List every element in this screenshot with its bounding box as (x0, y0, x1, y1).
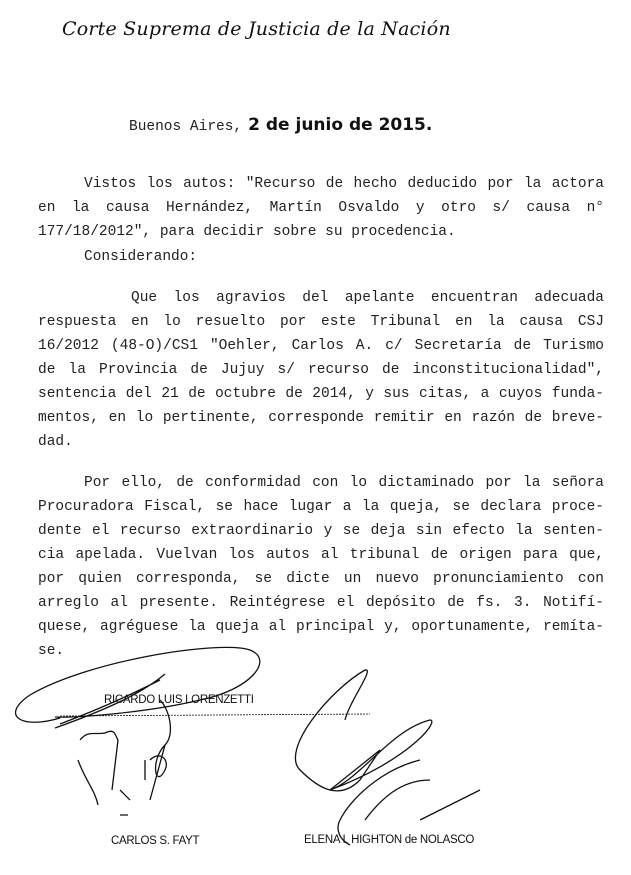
signature-lorenzetti (16, 647, 260, 728)
signature-fayt (78, 700, 170, 815)
text-line: 177/18/2012", para decidir sobre su procedencia. (38, 224, 456, 240)
text-line: Procuradora Fiscal, se hace lugar a la queja, se declara proce- (38, 499, 604, 515)
text-line: Vistos los autos: "Recurso de hecho deducido por la actora (84, 176, 604, 192)
text-line: quese, agréguese la queja al principal y, oportunamente, remíta- (38, 619, 604, 635)
text-line: sentencia del 21 de octubre de 2014, y sus citas, a cuyos funda- (38, 386, 604, 402)
text-line: Que los agravios del apelante encuentran adecuada (131, 290, 604, 306)
signatory-name-lorenzetti: RICARDO LUIS LORENZETTI (104, 694, 254, 706)
text-line: dad. (38, 434, 73, 450)
text-line: por quien corresponda, se dicte un nuevo pronunciamiento con (38, 571, 604, 587)
text-line: respuesta en lo resuelto por este Tribunal en la causa CSJ (38, 314, 604, 330)
place-text: Buenos Aires, (129, 119, 243, 135)
text-line: dente el recurso extraordinario y se deja sin efecto la senten- (38, 523, 604, 539)
text-line: se. (38, 643, 65, 659)
text-line: arreglo al presente. Reintégrese el depósito de fs. 3. Notifí- (38, 595, 604, 611)
text-line: cia apelada. Vuelvan los autos al tribunal de origen para que, (38, 547, 604, 563)
text-line: en la causa Hernández, Martín Osvaldo y otro s/ causa n° (38, 200, 604, 216)
text-line: de la Provincia de Jujuy s/ recurso de inconstitucionalidad", (38, 362, 604, 378)
text-line: 16/2012 (48-O)/CS1 "Oehler, Carlos A. c/ Secretaría de Turismo (38, 338, 604, 354)
signature-highton (295, 670, 480, 845)
handwritten-date: 2 de junio de 2015. (248, 115, 433, 135)
text-line: Por ello, de conformidad con lo dictaminado por la señora (84, 475, 604, 491)
considerando-heading: Considerando: (84, 249, 198, 265)
signatory-name-fayt: CARLOS S. FAYT (111, 835, 200, 847)
court-letterhead: Corte Suprema de Justicia de la Nación (62, 18, 451, 40)
text-line: mentos, en lo pertinente, corresponde remitir en razón de breve- (38, 410, 604, 426)
signatory-name-highton: ELENA I. HIGHTON de NOLASCO (304, 834, 474, 846)
